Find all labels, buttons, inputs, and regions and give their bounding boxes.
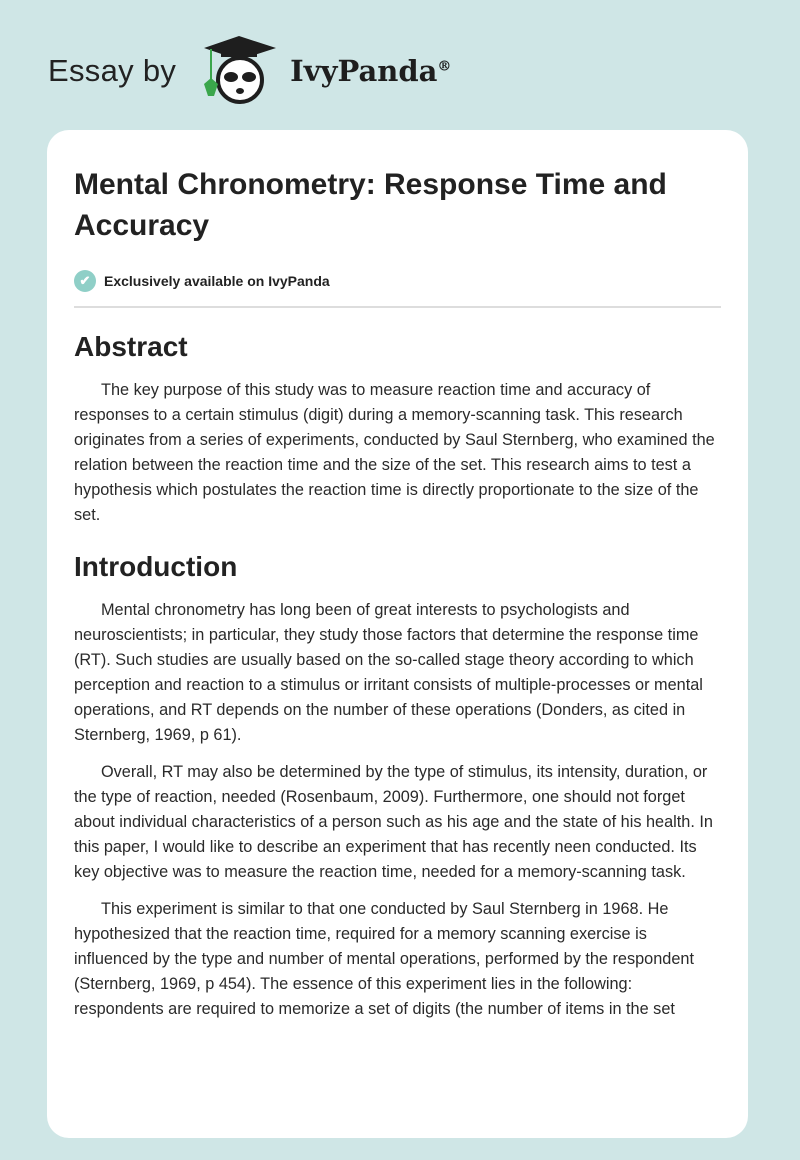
paragraph: Overall, RT may also be determined by the type of stimulus, its intensity, duration, or the type of reaction, needed (Rosenbaum, 2009). Furthermore, one should not forget about individual characteristics of a person such as his age and the state of his health. In this paper, I would like to describe an experiment that has recently neen conducted. Its key objective was to measure the reaction time, needed for a memory-scanning task. xyxy=(74,763,713,881)
divider xyxy=(74,306,721,308)
essay-by-label: Essay by xyxy=(48,53,177,88)
paragraph: Mental chronometry has long been of great interests to psychologists and neuroscientists; in particular, they study those factors that determine the response time (RT). Such studies are usually based on the so-called stage theory according to which perception and reaction to a stimulus or irritant consists of multiple-processes or mental operations, and RT depends on the number of these operations (Donders, as cited in Sternberg, 1969, p 61). xyxy=(74,601,703,744)
check-icon: ✔ xyxy=(74,270,96,292)
ivypanda-logo-icon[interactable] xyxy=(194,36,284,106)
section-heading-introduction: Introduction xyxy=(74,551,238,582)
paragraph: This experiment is similar to that one conducted by Saul Sternberg in 1968. He hypothesized that the reaction time, required for a memory scanning exercise is influenced by the type and number of mental operations, performed by the respondent (Sternberg, 1969, p 454). The essence of this experiment lies in the following: respondents are required to memorize a set of digits (the number of items in the set xyxy=(74,900,694,1018)
section-heading-abstract: Abstract xyxy=(74,331,188,362)
exclusive-badge xyxy=(74,270,721,292)
site-header xyxy=(48,36,451,106)
essay-card xyxy=(47,130,748,1138)
badge-label: Exclusively available on IvyPanda xyxy=(104,273,330,289)
paragraph: The key purpose of this study was to measure reaction time and accuracy of responses to a certain stimulus (digit) during a memory-scanning task. This research originates from a series of experiments, conducted by Saul Sternberg, who examined the relation between the reaction time and the size of the set. This research aims to test a hypothesis which postulates the reaction time is directly proportionate to the size of the set. xyxy=(74,381,715,524)
brand-name: IvyPanda® xyxy=(290,54,452,88)
page-title: Mental Chronometry: Response Time and Accuracy xyxy=(74,168,667,242)
